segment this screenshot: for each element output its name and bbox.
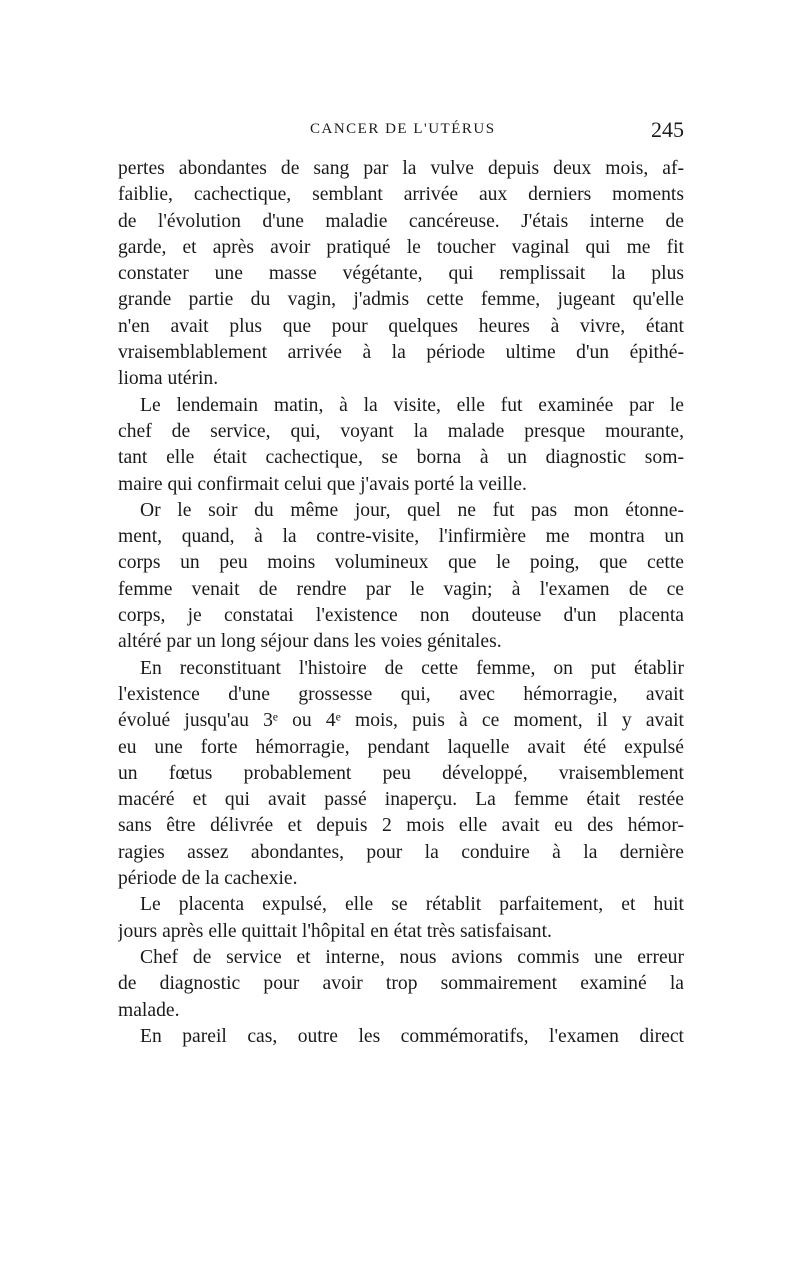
text-line: de l'évolution d'une maladie cancéreuse. J'étais interne de (118, 210, 684, 232)
running-head (118, 117, 684, 147)
text-line: chef de service, qui, voyant la malade presque mourante, (118, 420, 684, 442)
text-line: l'existence d'une grossesse qui, avec hémorragie, avait (118, 683, 684, 705)
paragraph (118, 156, 684, 393)
text-line: corps un peu moins volumineux que le poing, que cette (118, 552, 684, 574)
text-line: ragies assez abondantes, pour la conduire à la dernière (118, 841, 684, 863)
text-line: Chef de service et interne, nous avions commis une erreur (140, 946, 684, 968)
running-title: CANCER DE L'UTÉRUS (310, 121, 496, 137)
paragraph (118, 656, 684, 893)
page-number: 245 (651, 117, 684, 142)
text-line: pertes abondantes de sang par la vulve depuis deux mois, af- (118, 158, 684, 179)
paragraph (118, 892, 684, 945)
text-line: Le lendemain matin, à la visite, elle fut examinée par le (140, 394, 684, 416)
paragraph (118, 1024, 684, 1050)
text-line: garde, et après avoir pratiqué le toucher vaginal qui me fit (118, 236, 684, 258)
text-line: vraisemblablement arrivée à la période ultime d'un épithé- (118, 342, 684, 364)
text-line: maire qui confirmait celui que j'avais porté la veille. (118, 473, 527, 495)
text-line: corps, je constatai l'existence non douteuse d'un placenta (118, 605, 684, 627)
paragraph (118, 393, 684, 498)
text-line: Or le soir du même jour, quel ne fut pas mon étonne- (140, 499, 684, 521)
text-line: En pareil cas, outre les commémoratifs, l'examen direct (140, 1025, 684, 1047)
text-line: En reconstituant l'histoire de cette femme, on put établir (140, 657, 684, 679)
text-line: constater une masse végétante, qui remplissait la plus (118, 263, 684, 285)
paragraph (118, 498, 684, 656)
text-line: grande partie du vagin, j'admis cette femme, jugeant qu'elle (118, 289, 684, 311)
text-line: femme venait de rendre par le vagin; à l'examen de ce (118, 578, 684, 600)
text-line: tant elle était cachectique, se borna à un diagnostic som- (118, 447, 684, 469)
text-line: sans être délivrée et depuis 2 mois elle avait eu des hémor- (118, 815, 684, 837)
text-line: macéré et qui avait passé inaperçu. La femme était restée (118, 789, 684, 811)
text-line: période de la cachexie. (118, 868, 298, 890)
text-line: altéré par un long séjour dans les voies génitales. (118, 631, 502, 653)
text-line: n'en avait plus que pour quelques heures à vivre, étant (118, 315, 684, 337)
text-line: ment, quand, à la contre-visite, l'infirmière me montra un (118, 526, 684, 548)
paragraph (118, 945, 684, 1024)
text-line: lioma utérin. (118, 368, 219, 390)
text-line: jours après elle quittait l'hôpital en état très satisfaisant. (118, 920, 552, 942)
text-line: eu une forte hémorragie, pendant laquelle avait été expulsé (118, 736, 684, 758)
text-line: Le placenta expulsé, elle se rétablit parfaitement, et huit (140, 894, 684, 916)
body-text (118, 156, 684, 1050)
text-line: malade. (118, 999, 180, 1021)
text-line: un fœtus probablement peu développé, vraisemblement (118, 762, 684, 784)
text-line: de diagnostic pour avoir trop sommairement examiné la (118, 973, 684, 995)
text-line: évolué jusqu'au 3ᵉ ou 4ᵉ mois, puis à ce moment, il y avait (118, 710, 684, 732)
text-line: faiblie, cachectique, semblant arrivée aux derniers moments (118, 184, 684, 206)
